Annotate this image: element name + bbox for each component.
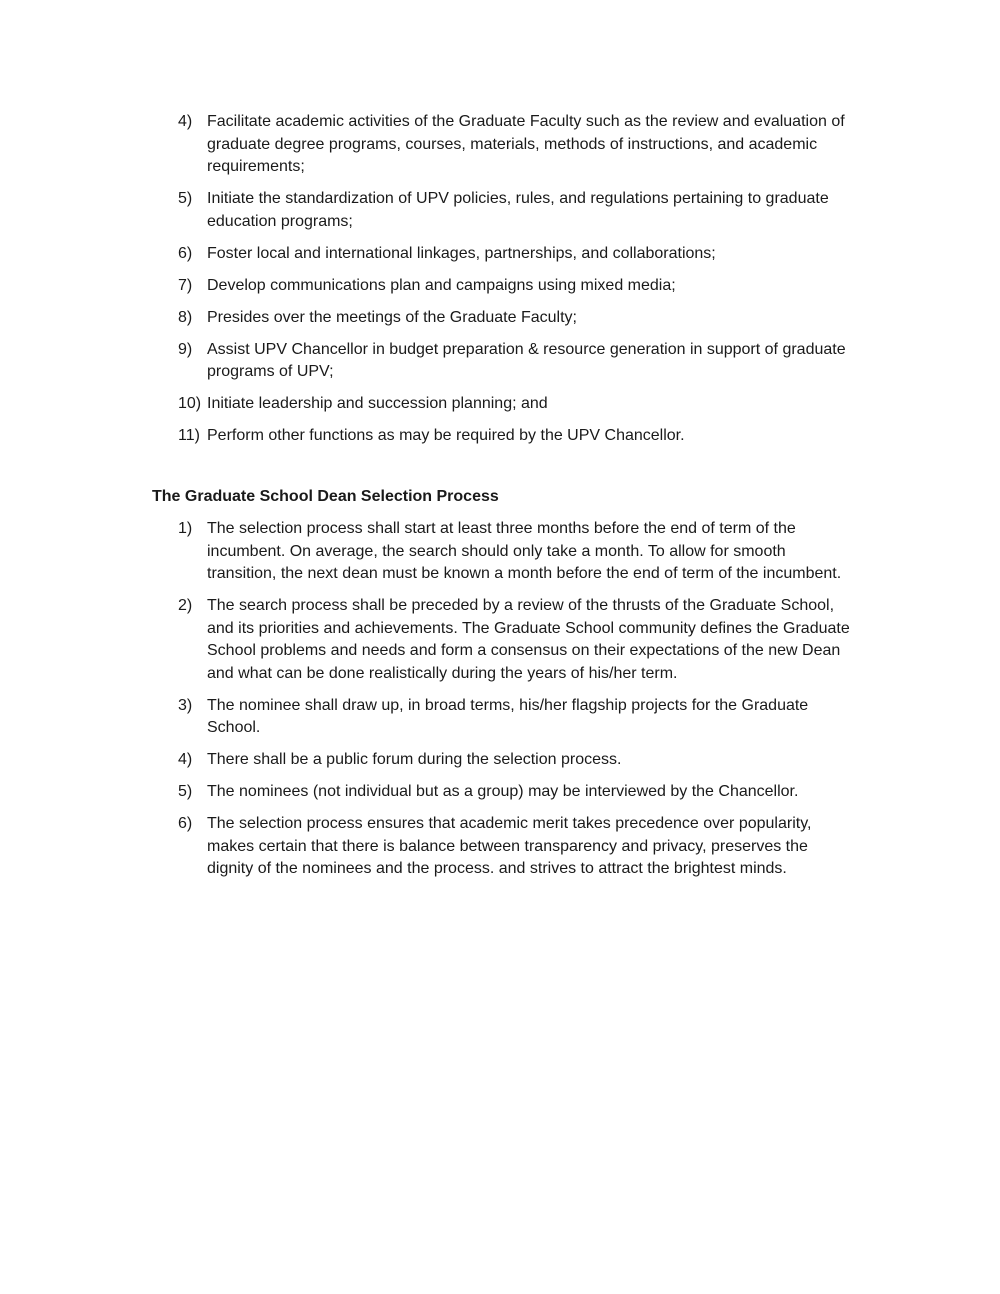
item-number: 5) bbox=[178, 190, 193, 207]
item-text: Initiate leadership and succession planning; and bbox=[207, 395, 548, 412]
item-number: 9) bbox=[178, 340, 193, 358]
item-number: 2) bbox=[178, 597, 193, 614]
list-item bbox=[178, 188, 858, 233]
item-text: The nominee shall draw up, in broad terms, his/her flagship projects for the Graduate School. bbox=[207, 696, 809, 736]
item-text: Facilitate academic activities of the Graduate Faculty such as the review and evaluation of graduate degree programs, courses, materials, methods of instructions, and academic requirements; bbox=[207, 113, 845, 175]
item-text: The selection process shall start at least three months before the end of term of the incumbent. On average, the search should only take a month. To allow for smooth transition, the next dean must be known a month before the end of term of the incumbent. bbox=[207, 520, 842, 582]
item-number: 10) bbox=[178, 395, 202, 412]
list-item bbox=[178, 813, 858, 881]
functions-list bbox=[178, 111, 858, 457]
list-item bbox=[178, 275, 858, 298]
item-text: Perform other functions as may be required by the UPV Chancellor. bbox=[207, 427, 685, 444]
item-number: 6) bbox=[178, 244, 193, 262]
list-item bbox=[178, 111, 858, 179]
list-item bbox=[178, 243, 858, 266]
item-text: Initiate the standardization of UPV policies, rules, and regulations pertaining to graduate education programs; bbox=[207, 190, 829, 230]
list-item bbox=[178, 518, 858, 586]
item-number: 3) bbox=[178, 696, 193, 714]
item-text: There shall be a public forum during the selection process. bbox=[207, 751, 622, 768]
item-number: 4) bbox=[178, 751, 193, 768]
item-number: 6) bbox=[178, 815, 193, 832]
item-number: 7) bbox=[178, 276, 193, 294]
list-item bbox=[178, 595, 858, 685]
item-number: 8) bbox=[178, 308, 193, 326]
item-number: 4) bbox=[178, 113, 193, 130]
item-text: Presides over the meetings of the Graduate Faculty; bbox=[207, 308, 577, 326]
list-item bbox=[178, 339, 858, 384]
list-item bbox=[178, 307, 858, 330]
item-number: 5) bbox=[178, 783, 193, 800]
item-number: 1) bbox=[178, 520, 193, 537]
item-number: 11) bbox=[178, 427, 200, 444]
list-item bbox=[178, 393, 858, 416]
list-item bbox=[178, 425, 858, 448]
list-item bbox=[178, 749, 858, 772]
item-text: Foster local and international linkages, partnerships, and collaborations; bbox=[207, 244, 716, 262]
item-text: Develop communications plan and campaigns using mixed media; bbox=[207, 276, 676, 294]
list-item bbox=[178, 781, 858, 804]
item-text: The nominees (not individual but as a group) may be interviewed by the Chancellor. bbox=[207, 783, 799, 800]
item-text: The selection process ensures that academic merit takes precedence over popularity, makes certain that there is balance between transparency and privacy, preserves the dignity of the nominees and the process. and strives to attract the brightest minds. bbox=[207, 815, 812, 877]
item-text: Assist UPV Chancellor in budget preparation & resource generation in support of graduate programs of UPV; bbox=[207, 340, 846, 380]
section-heading: The Graduate School Dean Selection Process bbox=[152, 488, 499, 505]
selection-process-list bbox=[178, 518, 858, 890]
item-text: The search process shall be preceded by a review of the thrusts of the Graduate School, and its priorities and achievements. The Graduate School community defines the Graduate School problems and needs and form a consensus on their expectations of the new Dean and what can be done realistically during the years of his/her term. bbox=[207, 597, 850, 682]
list-item bbox=[178, 695, 858, 740]
